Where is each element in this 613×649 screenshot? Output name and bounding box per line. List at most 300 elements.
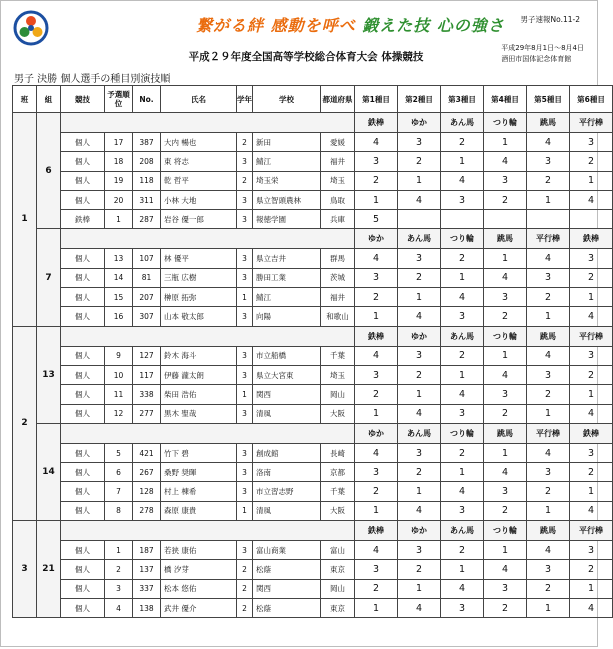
competition-type-cell: 個人 (61, 463, 105, 482)
bib-number-cell: 311 (133, 190, 161, 209)
slogan (196, 13, 505, 36)
col-header: 学年 (237, 86, 253, 113)
col-header: 第1種目 (355, 86, 398, 113)
prefecture-cell: 埼玉 (321, 171, 355, 190)
school-cell: 向陽 (253, 307, 321, 326)
event-name-cell: ゆか (355, 229, 398, 249)
qualifying-rank-cell: 14 (105, 268, 133, 287)
table-row (13, 482, 613, 501)
event-name-cell: 平行棒 (570, 113, 613, 133)
col-header: No. (133, 86, 161, 113)
order-cell: 3 (484, 171, 527, 190)
order-cell: 4 (484, 463, 527, 482)
event-row-spacer (61, 229, 355, 249)
han-cell: 2 (13, 326, 37, 520)
order-cell: 2 (441, 133, 484, 152)
order-cell: 2 (527, 171, 570, 190)
order-cell: 3 (527, 560, 570, 579)
competition-type-cell: 個人 (61, 482, 105, 501)
order-cell: 2 (484, 307, 527, 326)
prefecture-cell: 京都 (321, 463, 355, 482)
order-cell: 3 (441, 307, 484, 326)
order-cell: 4 (570, 598, 613, 617)
event-name-cell: 鉄棒 (570, 423, 613, 443)
table-row (13, 249, 613, 268)
competition-type-cell: 個人 (61, 249, 105, 268)
event-name-cell: ゆか (398, 521, 441, 541)
order-cell: 3 (570, 133, 613, 152)
start-order-table (12, 85, 613, 618)
bib-number-cell: 138 (133, 598, 161, 617)
order-cell: 4 (570, 307, 613, 326)
order-cell: 2 (527, 579, 570, 598)
order-cell: 3 (355, 365, 398, 384)
competition-type-cell: 個人 (61, 365, 105, 384)
slogan-part-3: 鍛えた技 (362, 16, 431, 35)
competition-type-cell: 個人 (61, 541, 105, 560)
order-cell: 3 (441, 404, 484, 423)
grade-cell: 1 (237, 385, 253, 404)
athlete-name-cell: 三瓶 広樹 (161, 268, 237, 287)
bib-number-cell: 208 (133, 152, 161, 171)
order-cell: 4 (441, 482, 484, 501)
order-cell: 1 (355, 404, 398, 423)
prefecture-cell: 東京 (321, 598, 355, 617)
qualifying-rank-cell: 4 (105, 598, 133, 617)
prefecture-cell: 岡山 (321, 385, 355, 404)
qualifying-rank-cell: 10 (105, 365, 133, 384)
table-row (13, 307, 613, 326)
athlete-name-cell: 東 将志 (161, 152, 237, 171)
order-cell: 2 (484, 404, 527, 423)
kumi-cell: 6 (37, 113, 61, 229)
order-cell: 2 (355, 385, 398, 404)
competition-type-cell: 個人 (61, 385, 105, 404)
prefecture-cell: 大阪 (321, 501, 355, 520)
tournament-logo-icon (13, 10, 49, 46)
prefecture-cell: 富山 (321, 541, 355, 560)
event-order-row (13, 521, 613, 541)
order-cell: 1 (441, 560, 484, 579)
order-cell: 1 (484, 346, 527, 365)
bib-number-cell: 307 (133, 307, 161, 326)
han-cell: 3 (13, 521, 37, 618)
bib-number-cell: 421 (133, 443, 161, 462)
competition-type-cell: 個人 (61, 501, 105, 520)
order-cell: 2 (570, 463, 613, 482)
event-order-row (13, 423, 613, 443)
table-row (13, 463, 613, 482)
order-cell: 4 (570, 404, 613, 423)
school-cell: 県立吉井 (253, 249, 321, 268)
kumi-cell: 14 (37, 423, 61, 520)
athlete-name-cell: 竹下 碧 (161, 443, 237, 462)
bib-number-cell: 137 (133, 560, 161, 579)
event-name-cell: つり輪 (484, 326, 527, 346)
prefecture-cell: 長崎 (321, 443, 355, 462)
grade-cell: 2 (237, 560, 253, 579)
event-name-cell: 平行棒 (570, 326, 613, 346)
order-cell: 1 (570, 579, 613, 598)
grade-cell: 3 (237, 152, 253, 171)
athlete-name-cell: 伊藤 瀧太朗 (161, 365, 237, 384)
event-name-cell: 鉄棒 (355, 521, 398, 541)
order-cell: 1 (355, 307, 398, 326)
bib-number-cell: 187 (133, 541, 161, 560)
athlete-name-cell: 柴田 浩佑 (161, 385, 237, 404)
grade-cell: 3 (237, 307, 253, 326)
order-cell: 3 (570, 249, 613, 268)
order-cell: 1 (570, 385, 613, 404)
event-name-cell: 鉄棒 (570, 229, 613, 249)
athlete-name-cell: 乾 哲平 (161, 171, 237, 190)
bib-number-cell: 278 (133, 501, 161, 520)
event-name-cell: つり輪 (484, 521, 527, 541)
order-cell: 2 (355, 288, 398, 307)
order-cell: 4 (441, 288, 484, 307)
prefecture-cell: 鳥取 (321, 190, 355, 209)
competition-type-cell: 個人 (61, 443, 105, 462)
order-cell: 1 (398, 171, 441, 190)
athlete-name-cell: 橋 汐芽 (161, 560, 237, 579)
order-cell: 2 (441, 249, 484, 268)
order-cell: 1 (398, 288, 441, 307)
order-cell: 4 (355, 249, 398, 268)
athlete-name-cell: 若狭 康佑 (161, 541, 237, 560)
grade-cell: 3 (237, 443, 253, 462)
bib-number-cell: 128 (133, 482, 161, 501)
order-cell: 3 (527, 463, 570, 482)
qualifying-rank-cell: 11 (105, 385, 133, 404)
kumi-cell: 7 (37, 229, 61, 326)
event-name-cell: 跳馬 (484, 423, 527, 443)
school-cell: 洛南 (253, 463, 321, 482)
event-row-spacer (61, 521, 355, 541)
order-cell: 3 (570, 346, 613, 365)
col-header: 班 (13, 86, 37, 113)
bib-number-cell: 127 (133, 346, 161, 365)
order-cell: 4 (355, 443, 398, 462)
qualifying-rank-cell: 15 (105, 288, 133, 307)
table-row (13, 190, 613, 209)
col-header: 学校 (253, 86, 321, 113)
order-cell (398, 210, 441, 229)
order-cell: 4 (441, 385, 484, 404)
order-cell: 2 (441, 541, 484, 560)
competition-type-cell: 個人 (61, 404, 105, 423)
school-cell: 清風 (253, 404, 321, 423)
order-cell: 3 (441, 501, 484, 520)
qualifying-rank-cell: 3 (105, 579, 133, 598)
qualifying-rank-cell: 20 (105, 190, 133, 209)
order-cell: 2 (484, 501, 527, 520)
order-cell: 3 (527, 365, 570, 384)
order-cell: 1 (441, 152, 484, 171)
table-row (13, 171, 613, 190)
order-cell: 1 (441, 365, 484, 384)
order-cell: 4 (570, 190, 613, 209)
school-cell: 市立船橋 (253, 346, 321, 365)
competition-type-cell: 個人 (61, 288, 105, 307)
col-header: 第2種目 (398, 86, 441, 113)
bib-number-cell: 207 (133, 288, 161, 307)
event-name-cell: 跳馬 (484, 229, 527, 249)
order-cell: 2 (570, 365, 613, 384)
page-title: 平成２９年度全国高等学校総合体育大会 体操競技 (188, 51, 424, 63)
order-cell: 4 (484, 268, 527, 287)
slogan-part-4: 心の強さ (436, 16, 505, 35)
table-row (13, 210, 613, 229)
event-name-cell: 跳馬 (527, 113, 570, 133)
order-cell: 2 (570, 560, 613, 579)
table-row (13, 541, 613, 560)
event-name-cell: 跳馬 (527, 326, 570, 346)
prefecture-cell: 千葉 (321, 482, 355, 501)
school-cell: 県立大宮東 (253, 365, 321, 384)
order-cell: 2 (398, 560, 441, 579)
grade-cell: 3 (237, 463, 253, 482)
order-cell: 4 (355, 541, 398, 560)
order-cell: 3 (527, 152, 570, 171)
grade-cell: 3 (237, 346, 253, 365)
col-header: 第6種目 (570, 86, 613, 113)
event-name-cell: 平行棒 (527, 229, 570, 249)
order-cell: 2 (355, 579, 398, 598)
event-order-row (13, 326, 613, 346)
qualifying-rank-cell: 18 (105, 152, 133, 171)
table-row (13, 133, 613, 152)
school-cell: 松蔭 (253, 560, 321, 579)
order-cell: 2 (527, 288, 570, 307)
order-cell: 1 (570, 171, 613, 190)
document-page (6, 5, 605, 643)
bib-number-cell: 267 (133, 463, 161, 482)
bib-number-cell: 338 (133, 385, 161, 404)
col-header: 第3種目 (441, 86, 484, 113)
qualifying-rank-cell: 5 (105, 443, 133, 462)
school-cell: 県立智頭農林 (253, 190, 321, 209)
bib-number-cell: 337 (133, 579, 161, 598)
competition-type-cell: 個人 (61, 598, 105, 617)
competition-type-cell: 個人 (61, 171, 105, 190)
event-date: 平成29年8月1日～8月4日 (501, 44, 584, 52)
order-cell: 1 (484, 443, 527, 462)
school-cell: 関西 (253, 579, 321, 598)
order-cell: 1 (527, 404, 570, 423)
table-row (13, 560, 613, 579)
event-order-row (13, 113, 613, 133)
order-cell: 2 (355, 482, 398, 501)
athlete-name-cell: 山本 敬太郎 (161, 307, 237, 326)
order-cell: 3 (355, 463, 398, 482)
order-cell: 4 (527, 249, 570, 268)
table-header-row (13, 86, 613, 113)
athlete-name-cell: 武井 優介 (161, 598, 237, 617)
col-header: 第4種目 (484, 86, 527, 113)
prefecture-cell: 群馬 (321, 249, 355, 268)
grade-cell: 3 (237, 404, 253, 423)
table-row (13, 404, 613, 423)
order-cell: 2 (398, 365, 441, 384)
event-venue: 酒田市国体記念体育館 (501, 55, 572, 63)
order-cell: 2 (398, 152, 441, 171)
order-cell (484, 210, 527, 229)
event-row-spacer (61, 423, 355, 443)
athlete-name-cell: 岩谷 優一郎 (161, 210, 237, 229)
table-row (13, 365, 613, 384)
report-number: 男子速報No.11-2 (520, 15, 580, 24)
table-row (13, 385, 613, 404)
table-row (13, 152, 613, 171)
school-cell: 鯖江 (253, 152, 321, 171)
table-row (13, 268, 613, 287)
event-name-cell: あん馬 (398, 423, 441, 443)
event-name-cell: つり輪 (441, 423, 484, 443)
grade-cell: 3 (237, 365, 253, 384)
order-cell: 2 (398, 268, 441, 287)
qualifying-rank-cell: 1 (105, 541, 133, 560)
prefecture-cell: 茨城 (321, 268, 355, 287)
order-cell: 1 (398, 482, 441, 501)
grade-cell: 3 (237, 210, 253, 229)
school-cell: 勝田工業 (253, 268, 321, 287)
order-cell: 3 (398, 443, 441, 462)
competition-type-cell: 個人 (61, 560, 105, 579)
col-header: 組 (37, 86, 61, 113)
competition-type-cell: 個人 (61, 307, 105, 326)
order-cell: 1 (527, 501, 570, 520)
order-cell: 1 (484, 249, 527, 268)
order-cell: 3 (570, 443, 613, 462)
grade-cell: 3 (237, 541, 253, 560)
order-cell: 2 (441, 346, 484, 365)
school-cell: 新田 (253, 133, 321, 152)
grade-cell: 1 (237, 288, 253, 307)
competition-type-cell: 個人 (61, 152, 105, 171)
prefecture-cell: 和歌山 (321, 307, 355, 326)
order-cell: 3 (398, 541, 441, 560)
order-cell: 4 (527, 133, 570, 152)
col-header: 第5種目 (527, 86, 570, 113)
school-cell: 松蔭 (253, 598, 321, 617)
kumi-cell: 21 (37, 521, 61, 618)
bib-number-cell: 277 (133, 404, 161, 423)
start-order-table-container (12, 85, 605, 640)
order-cell: 4 (484, 152, 527, 171)
school-cell: 清風 (253, 501, 321, 520)
competition-type-cell: 個人 (61, 346, 105, 365)
order-cell: 3 (355, 268, 398, 287)
page-subtitle: 男子 決勝 個人選手の種目別演技順 (14, 74, 171, 85)
event-row-spacer (61, 326, 355, 346)
order-cell: 1 (570, 482, 613, 501)
grade-cell: 2 (237, 133, 253, 152)
event-order-row (13, 229, 613, 249)
order-cell: 3 (398, 249, 441, 268)
bib-number-cell: 387 (133, 133, 161, 152)
event-name-cell: ゆか (355, 423, 398, 443)
event-name-cell: 平行棒 (527, 423, 570, 443)
order-cell: 3 (484, 482, 527, 501)
grade-cell: 2 (237, 579, 253, 598)
prefecture-cell: 大阪 (321, 404, 355, 423)
order-cell: 3 (355, 560, 398, 579)
event-name-cell: つり輪 (484, 113, 527, 133)
prefecture-cell: 福井 (321, 152, 355, 171)
grade-cell: 2 (237, 171, 253, 190)
table-row (13, 598, 613, 617)
order-cell: 2 (527, 482, 570, 501)
order-cell: 3 (484, 288, 527, 307)
event-name-cell: あん馬 (441, 113, 484, 133)
order-cell: 3 (398, 133, 441, 152)
school-cell: 市立習志野 (253, 482, 321, 501)
order-cell: 3 (355, 152, 398, 171)
kumi-cell: 13 (37, 326, 61, 423)
competition-type-cell: 鉄棒 (61, 210, 105, 229)
bib-number-cell: 107 (133, 249, 161, 268)
order-cell: 2 (398, 463, 441, 482)
event-name-cell: つり輪 (441, 229, 484, 249)
order-cell: 4 (441, 579, 484, 598)
order-cell: 3 (484, 385, 527, 404)
order-cell: 3 (484, 579, 527, 598)
grade-cell: 3 (237, 249, 253, 268)
athlete-name-cell: 林 優平 (161, 249, 237, 268)
col-header: 競技 (61, 86, 105, 113)
order-cell: 4 (484, 365, 527, 384)
order-cell: 4 (398, 190, 441, 209)
bib-number-cell: 287 (133, 210, 161, 229)
order-cell: 1 (484, 541, 527, 560)
order-cell: 4 (398, 404, 441, 423)
event-info (501, 43, 584, 65)
competition-type-cell: 個人 (61, 268, 105, 287)
order-cell: 3 (570, 541, 613, 560)
qualifying-rank-cell: 16 (105, 307, 133, 326)
order-cell: 1 (484, 133, 527, 152)
order-cell: 1 (527, 598, 570, 617)
order-cell: 1 (527, 190, 570, 209)
order-cell (527, 210, 570, 229)
order-cell: 4 (398, 307, 441, 326)
order-cell: 1 (527, 307, 570, 326)
order-cell: 4 (398, 598, 441, 617)
order-cell: 2 (527, 385, 570, 404)
order-cell: 1 (355, 501, 398, 520)
slogan-part-1: 繋がる絆 (196, 16, 265, 35)
competition-type-cell: 個人 (61, 133, 105, 152)
han-cell: 1 (13, 113, 37, 327)
grade-cell: 3 (237, 268, 253, 287)
prefecture-cell: 福井 (321, 288, 355, 307)
order-cell: 2 (484, 190, 527, 209)
athlete-name-cell: 黒木 聖哉 (161, 404, 237, 423)
order-cell: 2 (355, 171, 398, 190)
col-header: 氏名 (161, 86, 237, 113)
order-cell (441, 210, 484, 229)
event-name-cell: 跳馬 (527, 521, 570, 541)
athlete-name-cell: 小林 大地 (161, 190, 237, 209)
qualifying-rank-cell: 17 (105, 133, 133, 152)
athlete-name-cell: 榊原 拓弥 (161, 288, 237, 307)
prefecture-cell: 岡山 (321, 579, 355, 598)
event-name-cell: あん馬 (398, 229, 441, 249)
bib-number-cell: 117 (133, 365, 161, 384)
order-cell: 5 (355, 210, 398, 229)
athlete-name-cell: 村上 棟希 (161, 482, 237, 501)
event-row-spacer (61, 113, 355, 133)
